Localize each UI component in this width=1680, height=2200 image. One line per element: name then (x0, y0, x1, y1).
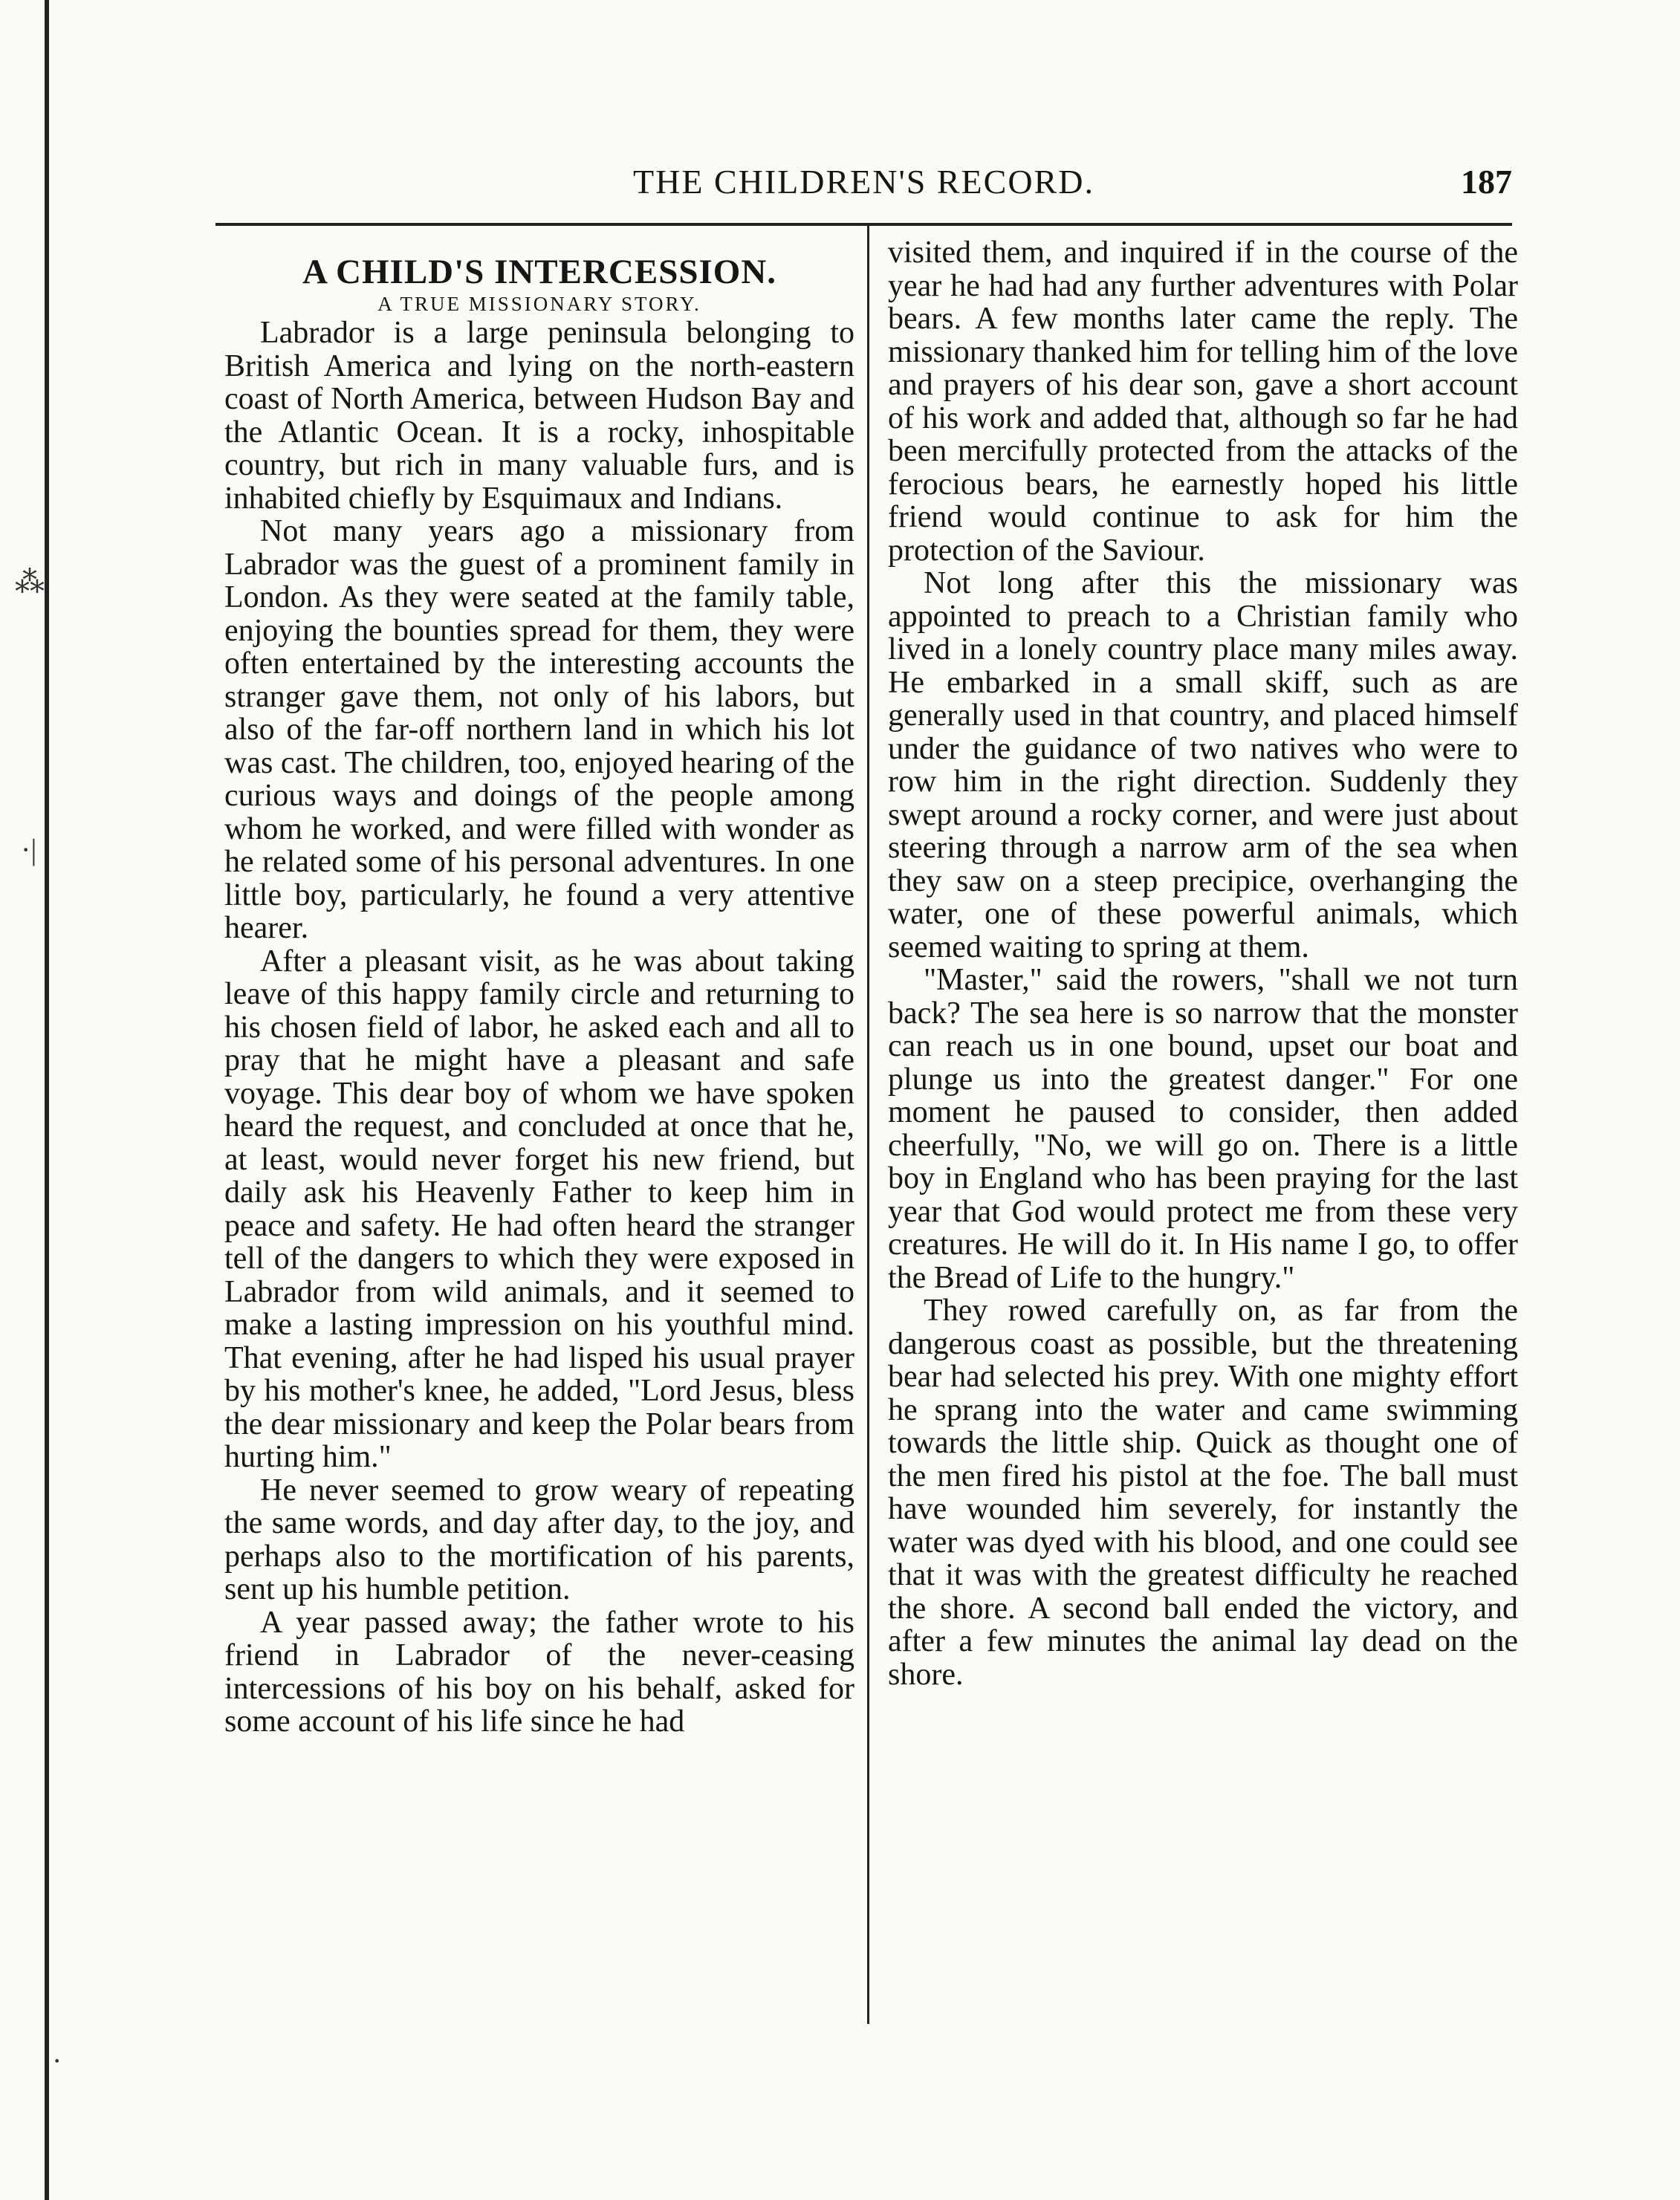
article-subtitle: A TRUE MISSIONARY STORY. (377, 293, 701, 315)
paragraph: visited them, and inquired if in the course of the year he had had any further adventures with Polar bears. A few months later came the reply. The missionary thanked him for telling him of the love and prayers of his dear son, gave a short account of his work and added that, although so far he had been mercifully protected from the attacks of the ferocious bears, he earnestly hoped his little friend would continue to ask for him the protection of the Saviour. (888, 236, 1518, 568)
binding-line (45, 0, 49, 2200)
paragraph: A year passed away; the father wrote to his friend in Labrador of the never-ceasing intercessions of his boy on his behalf, asked for some account of his life since he had (224, 1605, 854, 1739)
running-title: THE CHILDREN'S RECORD. (633, 163, 1094, 201)
left-column (224, 236, 854, 1739)
paragraph: They rowed carefully on, as far from the dangerous coast as possible, but the threatening bear had selected his prey. With one mighty effort he sprang into the water and came swimming towards the little ship. Quick as thought one of the men fired his pistol at the foe. The ball must have wounded him severely, for instantly the water was dyed with his blood, and one could see that it was with the greatest difficulty he reached the shore. A second ball ended the victory, and after a few minutes the animal lay dead on the shore. (888, 1294, 1518, 1692)
page-number: 187 (1461, 163, 1512, 201)
paragraph: Labrador is a large peninsula belonging to British America and lying on the north-eastern coast of North America, between Hudson Bay and the Atlantic Ocean. It is a rocky, inhospitable country, but rich in many valuable furs, and is inhabited chiefly by Esquimaux and Indians. (224, 316, 854, 516)
page-header (215, 162, 1512, 210)
paragraph: Not many years ago a missionary from Labrador was the guest of a prominent family in London. As they were seated at the family table, enjoying the bounties spread for them, they were often entertained by the interesting accounts the stranger gave them, not only of his labors, but also of the far-off northern land in which his lot was cast. The children, too, enjoyed hearing of the curious ways and doings of the people among whom he worked, and were filled with wonder as he related some of his personal adventures. In one little boy, particularly, he found a very attentive hearer. (224, 514, 854, 945)
paragraph: He never seemed to grow weary of repeating the same words, and day after day, to the joy, and perhaps also to the mortification of his parents, sent up his humble petition. (224, 1473, 854, 1606)
paragraph: Not long after this the missionary was appointed to preach to a Christian family who lived in a lonely country place many miles away. He embarked in a small skiff, such as are generally used in that country, and placed himself under the guidance of two natives who were to row him in the right direction. Suddenly they swept around a rocky corner, and were just about steering through a narrow arm of the sea when they saw on a steep precipice, overhanging the water, one of these powerful animals, which seemed waiting to spring at them. (888, 566, 1518, 964)
header-rule (215, 223, 1512, 226)
margin-mark: ·| (21, 833, 37, 866)
margin-mark: · (52, 2044, 62, 2077)
margin-mark: ⁂ (15, 565, 45, 599)
paragraph: After a pleasant visit, as he was about taking leave of this happy family circle and returning to his chosen field of labor, he asked each and all to pray that he might have a pleasant and safe voyage. This dear boy of whom we have spoken heard the request, and concluded at once that he, at least, would never forget his new friend, but daily ask his Heavenly Father to keep him in peace and safety. He had often heard the stranger tell of the dangers to which they were exposed in Labrador from wild animals, and it seemed to make a lasting impression on his youthful mind. That evening, after he had lisped his usual prayer by his mother's knee, he added, "Lord Jesus, bless the dear missionary and keep the Polar bears from hurting him." (224, 944, 854, 1474)
column-rule (867, 226, 869, 2024)
paragraph: "Master," said the rowers, "shall we not turn back? The sea here is so narrow that the monster can reach us in one bound, upset our boat and plunge us into the greatest danger." For one moment he paused to consider, then added cheerfully, "No, we will go on. There is a little boy in England who has been praying for the last year that God would protect me from these very creatures. He will do it. In His name I go, to offer the Bread of Life to the hungry." (888, 963, 1518, 1295)
article-title: A CHILD'S INTERCESSION. (302, 253, 777, 291)
right-column (888, 236, 1518, 1691)
